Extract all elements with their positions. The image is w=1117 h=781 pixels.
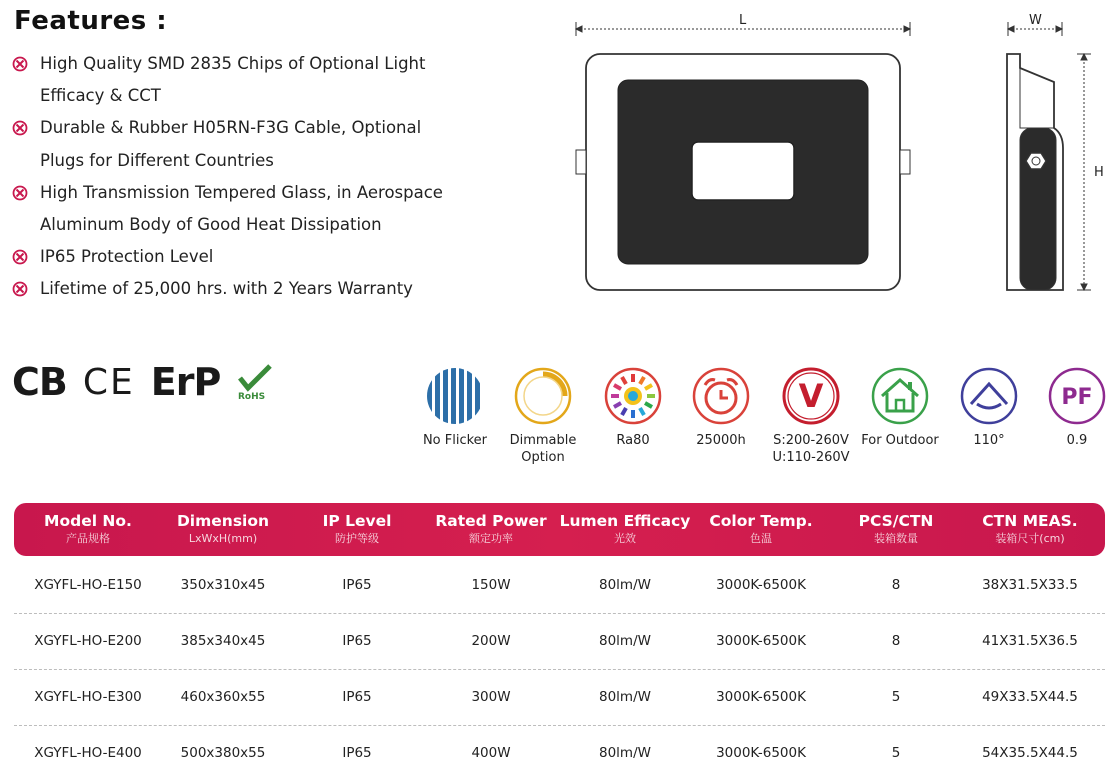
certification-logos [12, 360, 276, 404]
rohs-logo [236, 362, 276, 402]
lifetime-label: 25000h [696, 433, 746, 448]
house-icon [870, 366, 930, 426]
power-factor-label: 0.9 [1066, 433, 1088, 448]
outdoor-item [855, 366, 945, 449]
ra80-icon [603, 366, 663, 426]
header-dimension: Dimension LxWxH(mm) [176, 512, 270, 545]
header-lumen-efficacy: Lumen Efficacy 光效 [559, 512, 691, 545]
no-flicker-label: No Flicker [422, 433, 488, 448]
table-row [14, 558, 1105, 614]
beam-angle-icon [959, 366, 1019, 426]
voltage-item [766, 366, 856, 466]
bullet-icon [12, 185, 28, 201]
cell-pcs-ctn: 5 [891, 689, 901, 705]
led-module [692, 142, 794, 200]
cell-rated-power: 150W [471, 577, 511, 593]
beam-angle-item [944, 366, 1034, 449]
ra80-label: Ra80 [616, 433, 650, 448]
dimension-diagram [560, 8, 1110, 308]
left-bracket [576, 150, 586, 174]
cell-lumen-efficacy: 80lm/W [599, 633, 651, 649]
feature-text: Lifetime of 25,000 hrs. with 2 Years Warranty [40, 279, 413, 299]
feature-item [12, 177, 532, 209]
cell-color-temp: 3000K-6500K [716, 633, 806, 649]
ce-logo: CE [82, 361, 135, 403]
feature-item [12, 112, 532, 144]
feature-item-continuation [12, 145, 532, 177]
lifetime-item [676, 366, 766, 449]
bullet-icon [12, 56, 28, 72]
spec-table-body [14, 558, 1105, 781]
cell-color-temp: 3000K-6500K [716, 689, 806, 705]
feature-text: Efficacy & CCT [40, 86, 161, 106]
features-list [12, 48, 532, 306]
feature-item [12, 273, 532, 305]
feature-text: High Quality SMD 2835 Chips of Optional Light [40, 54, 426, 73]
feature-item [12, 241, 532, 273]
cell-model: XGYFL-HO-E400 [34, 745, 142, 761]
svg-text:V: V [798, 377, 824, 415]
dimmable-item [498, 366, 588, 466]
bullet-icon [12, 281, 28, 297]
feature-item [12, 48, 532, 80]
erp-logo: ErP [150, 360, 221, 404]
voltage-label: S:200-260V U:110-260V [772, 433, 850, 465]
cell-model: XGYFL-HO-E150 [34, 577, 142, 593]
no-flicker-icon [425, 366, 485, 426]
l-label: L [739, 13, 747, 28]
cell-pcs-ctn: 5 [891, 745, 901, 761]
features-title: Features : [14, 6, 168, 36]
outdoor-label: For Outdoor [861, 433, 939, 448]
voltage-icon [781, 366, 841, 426]
spec-table-header [14, 503, 1105, 556]
cell-dimension: 500x380x55 [180, 745, 266, 761]
table-row [14, 726, 1105, 781]
ra80-item [588, 366, 678, 449]
cell-ctn-meas: 49X33.5X44.5 [982, 689, 1078, 705]
header-pcs-ctn: PCS/CTN 装箱数量 [858, 512, 934, 545]
cell-ctn-meas: 38X31.5X33.5 [982, 577, 1078, 593]
header-rated-power: Rated Power 额定功率 [435, 512, 547, 545]
cell-rated-power: 300W [471, 689, 511, 705]
svg-text:PF: PF [1061, 385, 1093, 410]
cell-ip-level: IP65 [342, 745, 372, 761]
dimmable-label: Dimmable Option [509, 433, 577, 465]
table-row [14, 614, 1105, 670]
cell-ctn-meas: 54X35.5X44.5 [982, 745, 1078, 761]
cell-lumen-efficacy: 80lm/W [599, 745, 651, 761]
cell-ip-level: IP65 [342, 577, 372, 593]
svg-text:RoHS: RoHS [238, 392, 266, 402]
feature-text: High Transmission Tempered Glass, in Aerospace [40, 182, 443, 202]
bullet-icon [12, 249, 28, 265]
cell-dimension: 350x310x45 [180, 577, 266, 593]
cell-rated-power: 400W [471, 745, 511, 761]
cell-model: XGYFL-HO-E300 [34, 689, 142, 705]
cell-lumen-efficacy: 80lm/W [599, 577, 651, 593]
bullet-icon [12, 120, 28, 136]
dimmable-icon [513, 366, 573, 426]
feature-icons [410, 366, 1110, 466]
cell-ip-level: IP65 [342, 633, 372, 649]
cell-dimension: 460x360x55 [180, 689, 266, 705]
feature-text: Durable & Rubber H05RN-F3G Cable, Optional [40, 118, 422, 138]
feature-text: Plugs for Different Countries [40, 150, 274, 170]
w-label: W [1029, 13, 1042, 28]
cell-color-temp: 3000K-6500K [716, 745, 806, 761]
header-ctn-meas: CTN MEAS. 装箱尺寸(cm) [982, 512, 1078, 545]
cell-ctn-meas: 41X31.5X36.5 [982, 633, 1078, 649]
header-model: Model No. 产品规格 [44, 512, 132, 545]
h-label: H [1094, 165, 1104, 180]
power-factor-item [1032, 366, 1117, 449]
cell-pcs-ctn: 8 [891, 633, 901, 649]
pf-icon [1047, 366, 1107, 426]
feature-text: IP65 Protection Level [40, 247, 214, 267]
feature-item-continuation [12, 209, 532, 241]
no-flicker-item [410, 366, 500, 449]
cell-rated-power: 200W [471, 633, 511, 649]
clock-icon [691, 366, 751, 426]
cell-dimension: 385x340x45 [180, 633, 266, 649]
cell-color-temp: 3000K-6500K [716, 577, 806, 593]
cell-pcs-ctn: 8 [891, 577, 901, 593]
feature-item-continuation [12, 80, 532, 112]
beam-angle-label: 110° [973, 433, 1005, 448]
cell-model: XGYFL-HO-E200 [34, 633, 142, 649]
header-ip-level: IP Level 防护等级 [322, 512, 392, 545]
table-row [14, 670, 1105, 726]
header-color-temp: Color Temp. 色温 [709, 512, 813, 545]
right-bracket [900, 150, 910, 174]
cell-lumen-efficacy: 80lm/W [599, 689, 651, 705]
cb-logo: CB [12, 360, 67, 404]
cell-ip-level: IP65 [342, 689, 372, 705]
feature-text: Aluminum Body of Good Heat Dissipation [40, 215, 382, 235]
